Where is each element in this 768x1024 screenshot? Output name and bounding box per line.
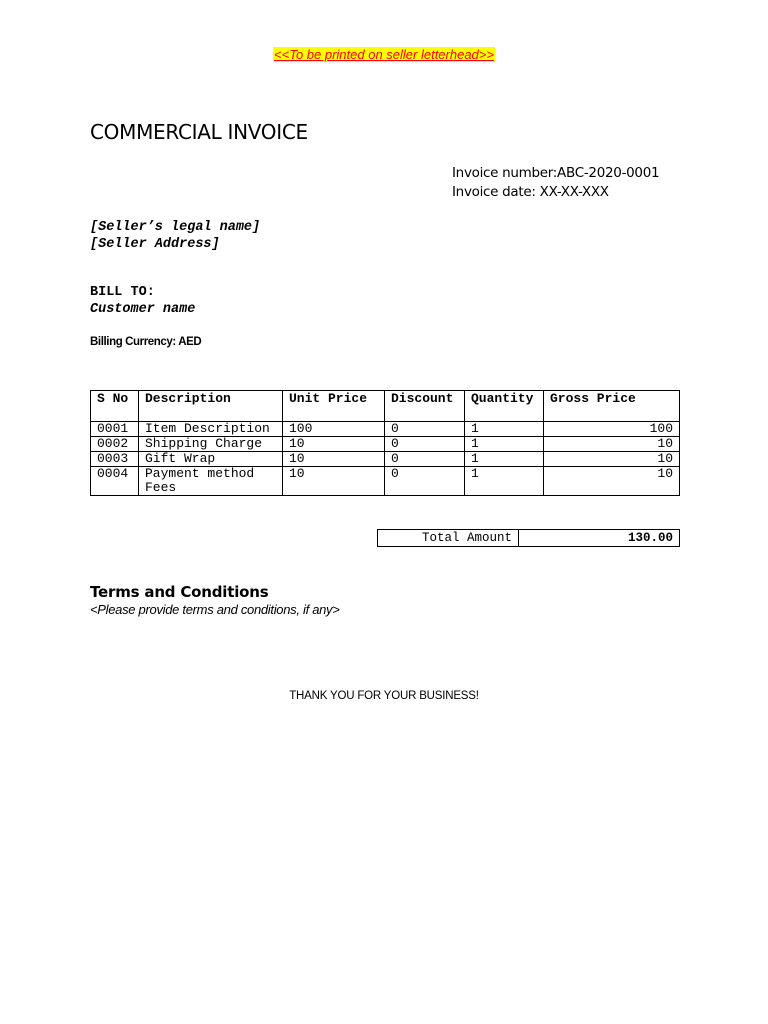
letterhead-note <box>0 46 768 64</box>
table-row <box>91 467 680 496</box>
seller-name: [Seller’s legal name] <box>90 220 261 235</box>
header-unit-price: Unit Price <box>283 391 385 422</box>
invoice-number: Invoice number:ABC-2020-0001 <box>452 165 660 181</box>
cell-sno: 0001 <box>91 422 139 437</box>
cell-gross-price: 100 <box>544 422 680 437</box>
seller-block <box>90 219 260 253</box>
bill-to-label: BILL TO: <box>90 285 155 300</box>
cell-unit-price: 10 <box>283 437 385 452</box>
cell-description: Shipping Charge <box>139 437 283 452</box>
header-description: Description <box>139 391 283 422</box>
customer-name: Customer name <box>90 302 196 317</box>
cell-sno: 0002 <box>91 437 139 452</box>
table-row <box>91 422 680 437</box>
cell-description: Item Description <box>139 422 283 437</box>
total-row <box>378 530 680 547</box>
header-gross-price: Gross Price <box>544 391 680 422</box>
invoice-date: Invoice date: XX-XX-XXX <box>452 184 609 200</box>
cell-gross-price: 10 <box>544 452 680 467</box>
total-table <box>377 529 680 547</box>
cell-unit-price: 10 <box>283 467 385 496</box>
table-row <box>91 452 680 467</box>
cell-quantity: 1 <box>465 452 544 467</box>
invoice-meta <box>452 164 659 202</box>
cell-sno: 0004 <box>91 467 139 496</box>
terms-note: <Please provide terms and conditions, if any> <box>90 602 340 617</box>
table-row <box>91 437 680 452</box>
cell-description: Payment method Fees <box>139 467 283 496</box>
letterhead-note-text: <<To be printed on seller letterhead>> <box>274 47 494 62</box>
cell-sno: 0003 <box>91 452 139 467</box>
cell-quantity: 1 <box>465 437 544 452</box>
cell-unit-price: 10 <box>283 452 385 467</box>
cell-quantity: 1 <box>465 467 544 496</box>
bill-to-block <box>90 284 195 318</box>
cell-discount: 0 <box>385 437 465 452</box>
seller-address: [Seller Address] <box>90 237 220 252</box>
thank-you-note: THANK YOU FOR YOUR BUSINESS! <box>289 690 479 702</box>
table-header-row <box>91 391 680 422</box>
items-table <box>90 390 680 496</box>
header-sno: S No <box>91 391 139 422</box>
billing-currency: Billing Currency: AED <box>90 336 202 348</box>
header-discount: Discount <box>385 391 465 422</box>
cell-unit-price: 100 <box>283 422 385 437</box>
cell-discount: 0 <box>385 467 465 496</box>
cell-gross-price: 10 <box>544 467 680 496</box>
cell-discount: 0 <box>385 422 465 437</box>
cell-quantity: 1 <box>465 422 544 437</box>
header-quantity: Quantity <box>465 391 544 422</box>
page-title: COMMERCIAL INVOICE <box>90 120 308 144</box>
total-amount: 130.00 <box>519 530 680 547</box>
total-label: Total Amount <box>378 530 519 547</box>
cell-discount: 0 <box>385 452 465 467</box>
cell-description: Gift Wrap <box>139 452 283 467</box>
terms-title: Terms and Conditions <box>90 583 269 601</box>
cell-gross-price: 10 <box>544 437 680 452</box>
